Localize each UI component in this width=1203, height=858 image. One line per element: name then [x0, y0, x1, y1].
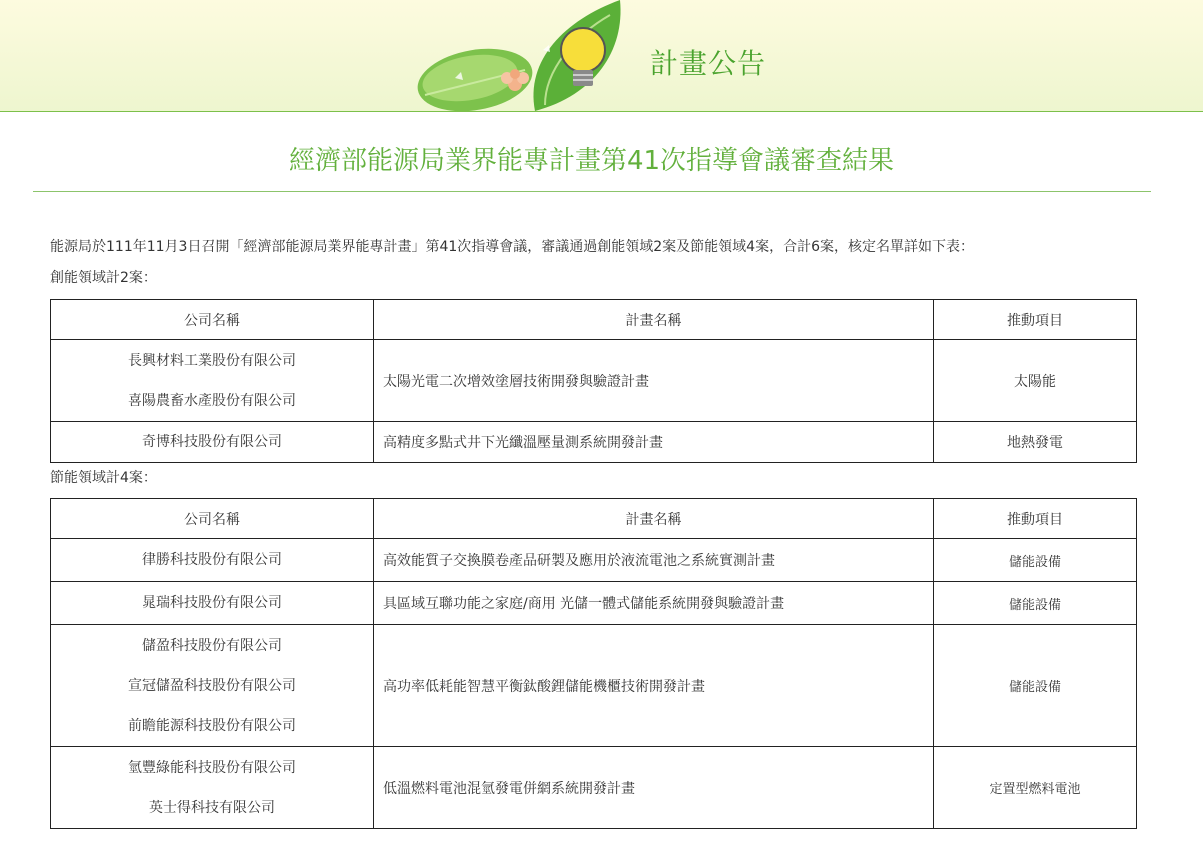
title-divider — [33, 191, 1151, 192]
company-name: 英士得科技有限公司 — [149, 799, 275, 816]
plan-cell: 高精度多點式井下光纖溫壓量測系統開發計畫 — [374, 422, 934, 463]
site-header — [0, 0, 1203, 112]
company-name: 儲盈科技股份有限公司 — [142, 637, 282, 654]
column-header-company: 公司名稱 — [51, 300, 374, 340]
plan-cell: 低溫燃料電池混氫發電併網系統開發計畫 — [374, 747, 934, 829]
company-name: 律勝科技股份有限公司 — [142, 552, 282, 568]
item-cell: 地熱發電 — [934, 422, 1137, 463]
table-row — [51, 747, 1137, 829]
saving-section-label: 節能領域計4案： — [50, 470, 157, 486]
table-header-row — [51, 300, 1137, 340]
company-name: 氫豐綠能科技股份有限公司 — [128, 759, 296, 776]
company-name: 晁瑞科技股份有限公司 — [142, 595, 282, 611]
plan-cell: 高功率低耗能智慧平衡鈦酸鋰儲能機櫃技術開發計畫 — [374, 625, 934, 747]
company-name: 前瞻能源科技股份有限公司 — [128, 717, 296, 734]
column-header-item: 推動項目 — [934, 499, 1137, 539]
company-cell — [51, 539, 374, 582]
item-cell: 儲能設備 — [934, 625, 1137, 747]
creation-section-label: 創能領域計2案： — [50, 270, 157, 286]
header-title: 計畫公告 — [650, 47, 767, 80]
column-header-plan: 計畫名稱 — [374, 499, 934, 539]
company-name: 宣冠儲盈科技股份有限公司 — [128, 677, 296, 694]
column-header-item: 推動項目 — [934, 300, 1137, 340]
company-cell — [51, 625, 374, 747]
table-row — [51, 582, 1137, 625]
company-cell — [51, 340, 374, 422]
company-name: 喜陽農畜水產股份有限公司 — [128, 392, 296, 409]
item-cell: 定置型燃料電池 — [934, 747, 1137, 829]
item-cell: 儲能設備 — [934, 539, 1137, 582]
saving-table — [50, 498, 1137, 829]
item-cell: 太陽能 — [934, 340, 1137, 422]
table-row — [51, 340, 1137, 422]
column-header-plan: 計畫名稱 — [374, 300, 934, 340]
table-row — [51, 422, 1137, 463]
company-cell — [51, 422, 374, 463]
item-cell: 儲能設備 — [934, 582, 1137, 625]
table-header-row — [51, 499, 1137, 539]
company-name: 奇博科技股份有限公司 — [142, 434, 282, 450]
intro-paragraph: 能源局於111年11月3日召開「經濟部能源局業界能專計畫」第41次指導會議，審議通過創能領域2案及節能領域4案，合計6案，核定名單詳如下表： — [50, 239, 974, 255]
table-row — [51, 625, 1137, 747]
company-name: 長興材料工業股份有限公司 — [128, 352, 296, 369]
company-cell — [51, 747, 374, 829]
plan-cell: 太陽光電二次增效塗層技術開發與驗證計畫 — [374, 340, 934, 422]
creation-table — [50, 299, 1137, 463]
company-cell — [51, 582, 374, 625]
plan-cell: 具區域互聯功能之家庭/商用 光儲一體式儲能系統開發與驗證計畫 — [374, 582, 934, 625]
page-title: 經濟部能源局業界能專計畫第41次指導會議審查結果 — [288, 146, 895, 176]
leaf-lightbulb-logo-icon — [415, 0, 635, 111]
column-header-company: 公司名稱 — [51, 499, 374, 539]
plan-cell: 高效能質子交換膜卷產品研製及應用於液流電池之系統實測計畫 — [374, 539, 934, 582]
table-row — [51, 539, 1137, 582]
